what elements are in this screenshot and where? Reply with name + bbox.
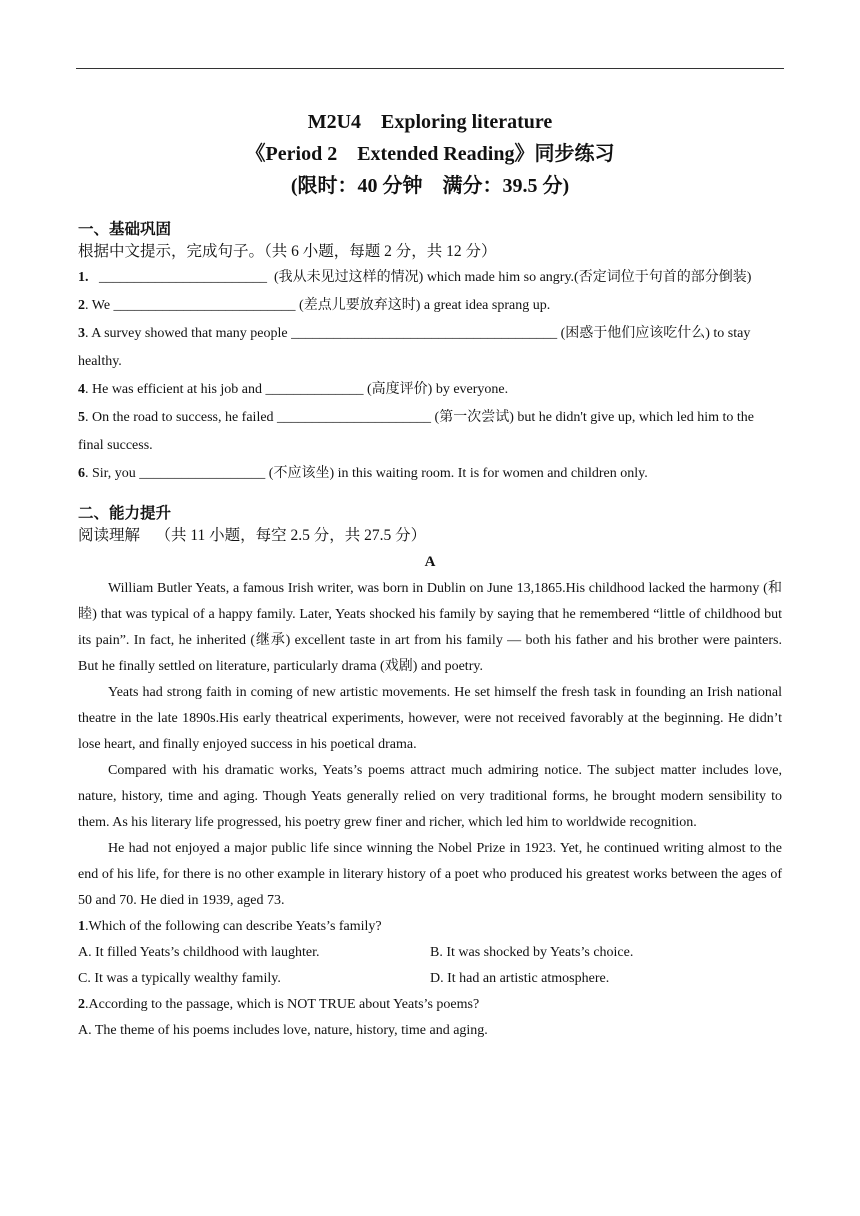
item-number: 6 [78, 466, 85, 481]
sentence-item-5 [78, 404, 782, 460]
option-d: D. It had an artistic atmosphere. [430, 971, 610, 986]
item-text: ________________________ (我从未见过这样的情况) which made him so angry.(否定词位于句首的部分倒装) [88, 270, 752, 285]
question-2-stem [78, 992, 782, 1018]
option-b: B. It was shocked by Yeats’s choice. [430, 945, 634, 960]
item-text: . We __________________________ (差点儿要放弃这时) a great idea sprang up. [85, 298, 551, 313]
item-number: 2 [78, 298, 85, 313]
item-number: 4 [78, 382, 85, 397]
sentence-item-6 [78, 460, 782, 488]
section2-heading: 二、能力提升 [78, 504, 172, 522]
question-number: 1 [78, 919, 85, 934]
question-text: .According to the passage, which is NOT TRUE about Yeats’s poems? [85, 997, 480, 1012]
passage-paragraph: Yeats had strong faith in coming of new artistic movements. He set himself the fresh task in founding an Irish national theatre in the late 1890s.His early theatrical experiments, however, were not received favorably at the beginning. He didn’t lose heart, and finally enjoyed success in his poetical drama. [78, 685, 782, 752]
sentence-item-3 [78, 320, 782, 376]
question-2-option-a: A. The theme of his poems includes love, nature, history, time and aging. [78, 1023, 488, 1038]
section1-instruction: 根据中文提示，完成句子。（共 6 小题，每题 2 分，共 12 分） [78, 243, 497, 260]
worksheet [78, 106, 782, 1044]
sentence-item-2 [78, 292, 782, 320]
question-1-stem [78, 914, 782, 940]
item-number: 5 [78, 410, 85, 425]
question-number: 2 [78, 997, 85, 1012]
item-number: 1. [78, 270, 89, 285]
passage-label: A [424, 554, 436, 570]
question-1-options-row-2 [78, 966, 782, 992]
item-text: . Sir, you __________________ (不应该坐) in this waiting room. It is for women and children only. [85, 466, 648, 481]
section2-instruction: 阅读理解 （共 11 小题，每空 2.5 分，共 27.5 分） [78, 527, 427, 544]
sentence-item-4 [78, 376, 782, 404]
passage-paragraph: William Butler Yeats, a famous Irish writer, was born in Dublin on June 13,1865.His childhood lacked the harmony (和睦) that was typical of a happy family. Later, Yeats shocked his family by saying that he remembered “little of childhood but its pain”. In fact, he inherited (继承) excellent taste in art from his family — both his father and his brother were painters. But he finally settled on literature, particularly drama (戏剧) and poetry. [78, 581, 782, 674]
question-text: .Which of the following can describe Yeats’s family? [85, 919, 382, 934]
section1-heading: 一、基础巩固 [78, 220, 172, 238]
item-text: . A survey showed that many people ______________________________________ (困惑于他们应该吃什么) to stay healthy. [78, 326, 751, 369]
question-1-options-row-1 [78, 940, 782, 966]
option-c: C. It was a typically wealthy family. [78, 971, 281, 986]
title-line-2: 《Period 2 Extended Reading》同步练习 [245, 143, 615, 165]
sentence-item-1 [78, 264, 782, 292]
title-line-3: (限时：40 分钟 满分：39.5 分) [290, 175, 570, 197]
passage-paragraph: He had not enjoyed a major public life since winning the Nobel Prize in 1923. Yet, he continued writing almost to the end of his life, for there is no other example in literary history of a poet who produced his greatest works between the ages of 50 and 70. He died in 1939, aged 73. [78, 841, 782, 908]
header-rule [76, 68, 784, 69]
option-a: A. It filled Yeats’s childhood with laughter. [78, 945, 320, 960]
passage-paragraph: Compared with his dramatic works, Yeats’s poems attract much admiring notice. The subject matter includes love, nature, history, time and aging. Though Yeats generally relied on very traditional forms, he brought modern sensibility to them. As his literary life progressed, his poetry grew finer and richer, which led him to worldwide recognition. [78, 763, 782, 830]
title-line-1: M2U4 Exploring literature [307, 111, 553, 133]
item-text: . He was efficient at his job and ______________ (高度评价) by everyone. [85, 382, 509, 397]
item-text: . On the road to success, he failed ______________________ (第一次尝试) but he didn't give up, which led him to the final success. [78, 410, 754, 453]
item-number: 3 [78, 326, 85, 341]
